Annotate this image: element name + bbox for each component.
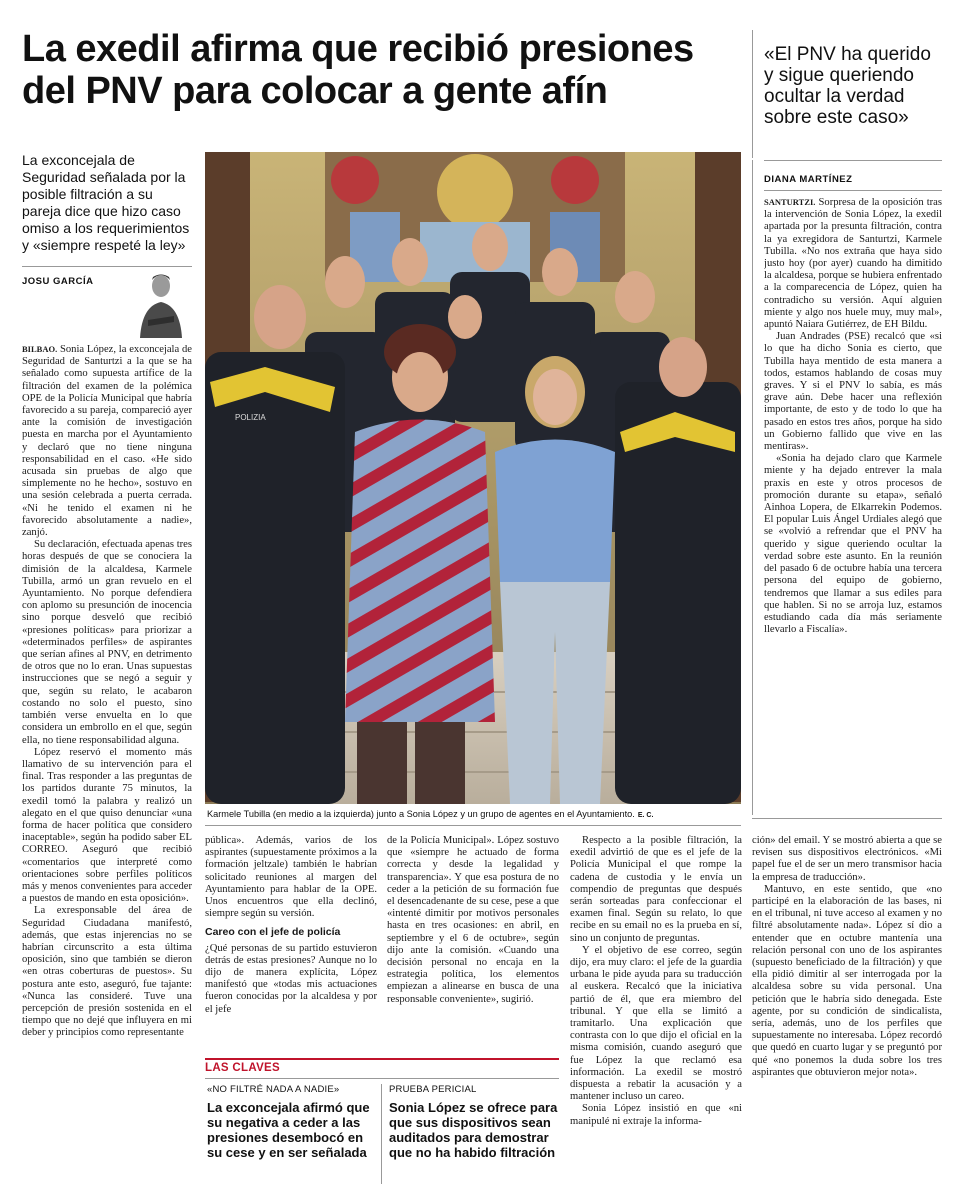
column-divider [381, 1084, 382, 1184]
divider [764, 160, 942, 161]
dateline-city: SANTURTZI. [764, 197, 816, 207]
column-divider [752, 160, 753, 815]
paragraph: Mantuvo, en este sentido, que «no participé en la elaboración de las bases, ni en el tribunal, ni tuve acceso al examen y no filtré absolutamente nada». López sí dio a entender que en octubre mantenía una relación personal con uno de los aspirantes (supuesto beneficiado de la filtración) y que ella pidió dimitir al ser interrogada por la alcaldesa sobre su vida personal. Una petición que le habría sido denegada. Este agente, por su condición de sindicalista, sería, además, uno de los perfiles que supuestamente no interesaba. López recordó que quedó en cuarto lugar y se preguntó por qué «no ponemos la duda sobre los tres aspirantes que obtuvieron mejor nota». [752, 883, 942, 1078]
paragraph: ción» del email. Y se mostró abierta a que se revisen sus dispositivos electrónicos. «Mi papel fue el de ser un mero transmisor hacia la empresa de traducción». [752, 835, 942, 883]
article-column-4 [570, 835, 742, 1190]
paragraph: de la Policía Municipal». López sostuvo que «siempre he actuado de forma correcta y desde la legalidad y transparencia». Y que esa postura de no ceder a la petición de su formación fue el desencadenante de su cese, pese a que «intenté dimitir por motivos personales hasta en tres ocasiones: en abril, en septiembre y el 6 de octubre», según dijo ante la comisión. «Cuando una decisión personal no encaja en la estrategia política, los elementos empiezan a alinearse en busca de una responsable conveniente», sugirió. [387, 835, 559, 1005]
clave-text: La exconcejala afirmó que su negativa a ceder a las presiones desembocó en su cese y en ser señalada [207, 1100, 370, 1160]
photo-credit: E. C. [637, 812, 654, 819]
paragraph: Juan Andrades (PSE) recalcó que «si lo que ha dicho Sonia es cierto, que Tubilla haya mentido de esta manera a todos, estamos hablando de cosas muy graves. Y si el PNV lo sabía, es más grave aún. Debe hacer una reflexión importante, de esto y de todo lo que ha pasado en estos tres años, porque ha sido un Gobierno fallido que vive en las mentiras». [764, 331, 942, 453]
paragraph: La exresponsable del área de Seguridad Ciudadana manifestó, además, que estas injerencias no se habrían circunscrito a esta última oposición, sino que también se dieron «en otras coberturas de puestos». Su postura ante esto, aseguró, fue tajante: «Nunca las consideré. Tuve una percepción de presión sostenida en el tiempo que no dejé que influyera en mi deber y principios como representante [22, 905, 192, 1039]
uniform-label: POLIZIA [235, 413, 266, 422]
paragraph: Sorpresa de la oposición tras la intervención de Sonia López, la exedil apartada por la presunta filtración, contra la ya exregidora de Santurtzi, Karmele Tubilla. «No nos extraña que haya sido justo hoy (por ayer) cuando ha dimitido la alcaldesa, porque se hubiera enfrentado a la comparecencia de López, quien ha contradicho su versión. Aquí alguien miente y algo nos huele muy, muy mal», apuntó Naiara Gutiérrez, de EH Bildu. [764, 197, 942, 331]
clave-text: Sonia López se ofrece para que sus dispositivos sean auditados para demostrar que no ha habido filtración [389, 1100, 558, 1160]
author-byline: DIANA MARTÍNEZ [764, 174, 853, 185]
clave-kicker: «NO FILTRÉ NADA A NADIE» [207, 1084, 340, 1095]
paragraph: Sonia López, la exconcejala de Seguridad de Santurtzi a la que se ha señalado como supuesta artífice de la filtración del examen de la polémica OPE de la Policía Municipal que habría favorecido a su pareja, compareció ayer ante la comisión de investigación puesta en marcha por el Ayuntamiento y declaró que no tiene ninguna responsabilidad en el caso. «He sido acusada sin pruebas de algo que simplemente no he hecho», sostuvo en una sesión celebrada a puerta cerrada. «Ni he tenido el examen ni he favorecido absolutamente a nadie», zanjó. [22, 344, 192, 539]
divider [764, 190, 942, 191]
clave-item [389, 1084, 559, 1160]
pull-quote: «El PNV ha querido y sigue queriendo ocultar la verdad sobre este caso» [764, 44, 931, 128]
section-subhead: Careo con el jefe de policía [205, 926, 341, 939]
author-avatar [136, 268, 186, 338]
article-column-1 [22, 343, 192, 1185]
dateline-city: BILBAO. [22, 344, 58, 354]
article-column-2 [205, 835, 377, 1053]
subtitle: La exconcejala de Seguridad señalada por la posible filtración a su pareja dice que hizo caso omiso a los requerimientos y «siempre respeté la ley» [22, 152, 190, 253]
paragraph: Y el objetivo de ese correo, según dijo, era muy claro: el jefe de la guardia urbana le pide ayuda para su traducción al euskera. Recalcó que la iniciativa partió de él, que era miembro del tribunal. Y que ella se limitó a tramitarlo. Una explicación que contrasta con lo que dijo el oficial en la misma comisión, cuando aseguró que fue López la que reclamó esa información. La exedil se mostró dispuesta a rebatir la acusación y a mantener incluso un careo. [570, 944, 742, 1103]
paragraph: Su declaración, efectuada apenas tres horas después de que se conociera la dimisión de la alcaldesa, Karmele Tubilla, armó un gran revuelo en el Ayuntamiento. No porque defendiera con aplomo su presunción de inocencia sino porque desveló que recibió «presiones políticas» para priorizar a «determinados perfiles» de aspirantes que serían afines al PNV, en detrimento de otros que no lo eran. Unas supuestas instrucciones que se negó a seguir y que, según su relato, le acabaron costando no solo el puesto, sino también verse envuelta en lo que considera un embrollo en el que, según ella, no tiene responsabilidad alguna. [22, 539, 192, 746]
photo-caption: Karmele Tubilla (en medio a la izquierda) junto a Sonia López y un grupo de agentes en el Ayuntamiento. E. C. [207, 809, 654, 819]
paragraph: «Sonia ha dejado claro que Karmele miente y ha dejado entrever la mala praxis en este y otros procesos de promoción durante su etapa», señaló Ainhoa Lopera, de Elkarrekin Podemos. El popular Luis Ángel Urdiales alegó que se «volvió a refrendar que el PNV ha querido y sigue queriendo ocultar la verdad sobre este asunto. En la reunión del pasado 6 de octubre había una tercera persona del equipo de gobierno, tendremos que llamar a sus ediles para que hablen. Si no se arroja luz, estamos estudiando cada día más seriamente llevarlo a Fiscalía». [764, 453, 942, 636]
divider [205, 1078, 559, 1079]
article-side-column [764, 196, 942, 814]
headline: La exedil afirma que recibió presiones del PNV para colocar a gente afín [22, 28, 694, 112]
paragraph: Respecto a la posible filtración, la exedil advirtió de que es el jefe de la Policía Municipal el que rompe la cadena de custodia y le envía un compendio de preguntas que después serán sorteadas para confeccionar el examen final. Según su relato, lo que recibe en su email no es la prueba en sí, sino un conjunto de preguntas. [570, 835, 742, 944]
divider [22, 266, 192, 267]
paragraph: pública». Además, varios de los aspirantes (supuestamente próximos a la formación jeltzale) también le habrían solicitado reuniones al margen del Ayuntamiento para hablar de la OPE. Unos encuentros que ella declinó, siempre según su versión. [205, 835, 377, 920]
claves-title: LAS CLAVES [205, 1062, 280, 1074]
article-column-5 [752, 835, 942, 1190]
divider [752, 818, 942, 819]
group-photo [205, 152, 741, 804]
claves-rule [205, 1058, 559, 1060]
divider [205, 825, 741, 826]
article-column-3 [387, 835, 559, 1053]
clave-item [207, 1084, 377, 1160]
paragraph: ¿Qué personas de su partido estuvieron detrás de estas presiones? Aunque no lo dijo de manera explícita, López manifestó que «todas mis actuaciones fueron conocidas por la alcaldesa y por el jefe [205, 942, 377, 1015]
column-divider [752, 30, 753, 158]
paragraph: Sonia López insistió en que «ni manipulé ni extraje la informa- [570, 1103, 742, 1127]
clave-kicker: PRUEBA PERICIAL [389, 1084, 477, 1095]
paragraph: López reservó el momento más llamativo de su intervención para el final. Tras responder a las preguntas de los partidos durante 75 minutos, la exedil tomó la palabra y realizó un alegato en el que quiso denunciar «una forma de hacer política que considero inaceptable», según ha podido saber EL CORREO. Aseguró que recibió «comentarios que interpreté como orientaciones sobre perfiles políticos más y menos convenientes para acceder a puestos de mando en esta oposición». [22, 746, 192, 905]
author-byline: JOSU GARCÍA [22, 276, 94, 287]
